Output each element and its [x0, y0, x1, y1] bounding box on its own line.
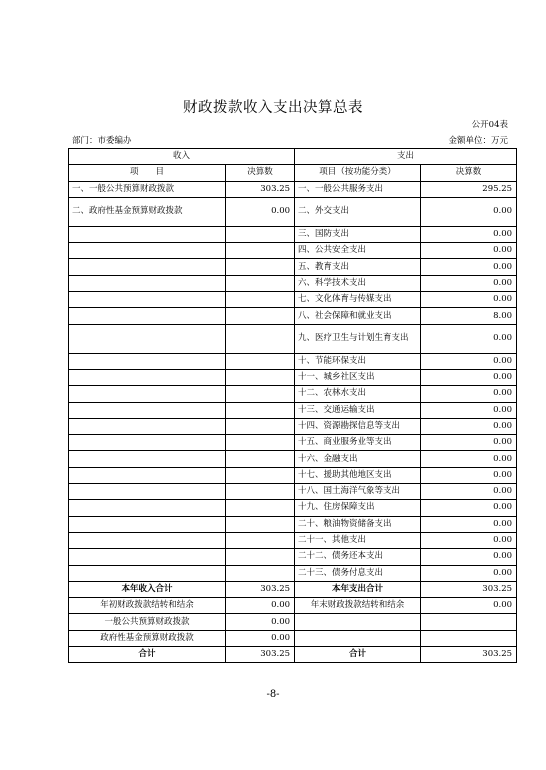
- expense-item-cell: 十、节能环保支出: [295, 353, 421, 369]
- fund-budget-carry-row: [69, 630, 517, 646]
- expense-item-cell: 十七、援助其他地区支出: [295, 467, 421, 483]
- income-item-cell: [69, 467, 226, 483]
- expense-item-cell: 九、医疗卫生与计划生育支出: [295, 324, 421, 353]
- income-amount-cell: [226, 226, 295, 242]
- income-amount-cell: [226, 402, 295, 418]
- income-amount-cell: [226, 418, 295, 434]
- page-title: 财政拨款收入支出决算总表: [183, 100, 363, 116]
- carry-in-label: 年初财政拨款结转和结余: [69, 598, 226, 614]
- income-amount-cell: 0.00: [226, 197, 295, 226]
- page-number: -8-: [266, 689, 280, 700]
- expense-item-cell: 二十、粮油物资储备支出: [295, 516, 421, 532]
- expense-amount-cell: 0.00: [421, 353, 517, 369]
- income-amount-cell: [226, 565, 295, 581]
- expense-item-cell: 十三、交通运输支出: [295, 402, 421, 418]
- table-row: [69, 500, 517, 516]
- income-item-cell: [69, 308, 226, 324]
- income-item-cell: [69, 484, 226, 500]
- expense-amount-header: 决算数: [421, 165, 517, 181]
- general-budget-carry-label: 一般公共预算财政拨款: [69, 614, 226, 630]
- income-item-cell: [69, 402, 226, 418]
- income-amount-cell: [226, 386, 295, 402]
- table-row: [69, 369, 517, 385]
- expense-amount-cell: 0.00: [421, 484, 517, 500]
- expense-item-cell: 十二、农林水支出: [295, 386, 421, 402]
- income-item-cell: [69, 532, 226, 548]
- expense-item-cell: 十八、国土海洋气象等支出: [295, 484, 421, 500]
- table-row: [69, 292, 517, 308]
- budget-summary-table: [68, 148, 517, 663]
- expense-amount-cell: 0.00: [421, 292, 517, 308]
- income-amount-cell: 303.25: [226, 181, 295, 197]
- expense-amount-cell: 0.00: [421, 226, 517, 242]
- income-item-cell: [69, 324, 226, 353]
- table-row: [69, 275, 517, 291]
- expense-item-cell: 十六、金融支出: [295, 451, 421, 467]
- carry-out-value: 0.00: [421, 598, 517, 614]
- income-item-cell: 二、政府性基金预算财政拨款: [69, 197, 226, 226]
- expense-item-header: 项目（按功能分类）: [295, 165, 421, 181]
- table-group-header-row: [69, 149, 517, 165]
- expense-item-cell: 三、国防支出: [295, 226, 421, 242]
- income-item-cell: [69, 386, 226, 402]
- income-item-cell: [69, 292, 226, 308]
- expense-item-cell: 十五、商业服务业等支出: [295, 435, 421, 451]
- fund-budget-carry-value: 0.00: [226, 630, 295, 646]
- income-amount-cell: [226, 259, 295, 275]
- expense-amount-cell: 0.00: [421, 386, 517, 402]
- income-amount-header: 决算数: [226, 165, 295, 181]
- income-item-cell: [69, 226, 226, 242]
- expense-item-cell: 二、外交支出: [295, 197, 421, 226]
- expense-amount-cell: 0.00: [421, 418, 517, 434]
- expense-amount-cell: 0.00: [421, 565, 517, 581]
- expense-amount-cell: 0.00: [421, 369, 517, 385]
- income-item-cell: [69, 500, 226, 516]
- expense-amount-cell: 0.00: [421, 243, 517, 259]
- table-row: [69, 549, 517, 565]
- carryover-row: [69, 598, 517, 614]
- expense-item-cell: 二十二、债务还本支出: [295, 549, 421, 565]
- income-header: 收入: [69, 149, 295, 165]
- income-amount-cell: [226, 500, 295, 516]
- table-column-header-row: [69, 165, 517, 181]
- expense-item-cell: 十一、城乡社区支出: [295, 369, 421, 385]
- empty-cell: [421, 614, 517, 630]
- general-budget-carry-row: [69, 614, 517, 630]
- income-item-cell: [69, 549, 226, 565]
- expense-amount-cell: 0.00: [421, 324, 517, 353]
- income-item-cell: [69, 243, 226, 259]
- table-row: [69, 197, 517, 226]
- income-item-cell: [69, 369, 226, 385]
- expense-amount-cell: 295.25: [421, 181, 517, 197]
- year-total-row: [69, 581, 517, 597]
- expense-item-cell: 八、社会保障和就业支出: [295, 308, 421, 324]
- expense-item-cell: 二十三、债务付息支出: [295, 565, 421, 581]
- table-row: [69, 353, 517, 369]
- table-row: [69, 565, 517, 581]
- expense-item-cell: 十九、住房保障支出: [295, 500, 421, 516]
- table-row: [69, 516, 517, 532]
- income-item-cell: [69, 259, 226, 275]
- table-row: [69, 435, 517, 451]
- income-amount-cell: [226, 532, 295, 548]
- form-number: 公开04表: [471, 120, 508, 130]
- income-amount-cell: [226, 369, 295, 385]
- table-row: [69, 386, 517, 402]
- year-income-total-label: 本年收入合计: [69, 581, 226, 597]
- expense-amount-cell: 0.00: [421, 467, 517, 483]
- expense-amount-cell: 0.00: [421, 549, 517, 565]
- income-item-header: 项 目: [69, 165, 226, 181]
- empty-cell: [295, 614, 421, 630]
- income-item-cell: [69, 451, 226, 467]
- expense-amount-cell: 0.00: [421, 532, 517, 548]
- expense-amount-cell: 0.00: [421, 259, 517, 275]
- income-amount-cell: [226, 516, 295, 532]
- income-item-cell: [69, 353, 226, 369]
- carry-in-value: 0.00: [226, 598, 295, 614]
- year-expense-total-value: 303.25: [421, 581, 517, 597]
- expense-amount-cell: 0.00: [421, 197, 517, 226]
- expense-header: 支出: [295, 149, 517, 165]
- expense-grand-total-value: 303.25: [421, 647, 517, 663]
- income-amount-cell: [226, 308, 295, 324]
- expense-item-cell: 十四、资源勘探信息等支出: [295, 418, 421, 434]
- income-item-cell: [69, 435, 226, 451]
- income-item-cell: [69, 565, 226, 581]
- table-row: [69, 484, 517, 500]
- income-grand-total-label: 合计: [69, 647, 226, 663]
- carry-out-label: 年末财政拨款结转和结余: [295, 598, 421, 614]
- income-amount-cell: [226, 243, 295, 259]
- expense-grand-total-label: 合计: [295, 647, 421, 663]
- income-amount-cell: [226, 467, 295, 483]
- expense-item-cell: 七、文化体育与传媒支出: [295, 292, 421, 308]
- income-item-cell: [69, 418, 226, 434]
- expense-item-cell: 四、公共安全支出: [295, 243, 421, 259]
- expense-amount-cell: 0.00: [421, 435, 517, 451]
- year-expense-total-label: 本年支出合计: [295, 581, 421, 597]
- income-amount-cell: [226, 292, 295, 308]
- empty-cell: [295, 630, 421, 646]
- income-amount-cell: [226, 435, 295, 451]
- table-row: [69, 467, 517, 483]
- income-amount-cell: [226, 451, 295, 467]
- income-amount-cell: [226, 353, 295, 369]
- table-row: [69, 532, 517, 548]
- grand-total-row: [69, 647, 517, 663]
- expense-amount-cell: 0.00: [421, 402, 517, 418]
- income-grand-total-value: 303.25: [226, 647, 295, 663]
- general-budget-carry-value: 0.00: [226, 614, 295, 630]
- income-item-cell: 一、一般公共预算财政拨款: [69, 181, 226, 197]
- table-row: [69, 308, 517, 324]
- expense-amount-cell: 0.00: [421, 451, 517, 467]
- expense-amount-cell: 0.00: [421, 500, 517, 516]
- expense-item-cell: 一、一般公共服务支出: [295, 181, 421, 197]
- table-row: [69, 259, 517, 275]
- amount-unit-label: 金额单位：万元: [448, 136, 508, 146]
- income-item-cell: [69, 275, 226, 291]
- table-row: [69, 324, 517, 353]
- table-row: [69, 418, 517, 434]
- table-row: [69, 226, 517, 242]
- expense-item-cell: 二十一、其他支出: [295, 532, 421, 548]
- fund-budget-carry-label: 政府性基金预算财政拨款: [69, 630, 226, 646]
- income-amount-cell: [226, 549, 295, 565]
- income-item-cell: [69, 516, 226, 532]
- expense-item-cell: 五、教育支出: [295, 259, 421, 275]
- empty-cell: [421, 630, 517, 646]
- income-amount-cell: [226, 275, 295, 291]
- department-label: 部门：市委编办: [72, 136, 132, 146]
- table-row: [69, 402, 517, 418]
- income-amount-cell: [226, 484, 295, 500]
- table-row: [69, 243, 517, 259]
- table-row: [69, 181, 517, 197]
- year-income-total-value: 303.25: [226, 581, 295, 597]
- expense-amount-cell: 8.00: [421, 308, 517, 324]
- expense-item-cell: 六、科学技术支出: [295, 275, 421, 291]
- expense-amount-cell: 0.00: [421, 516, 517, 532]
- table-row: [69, 451, 517, 467]
- expense-amount-cell: 0.00: [421, 275, 517, 291]
- income-amount-cell: [226, 324, 295, 353]
